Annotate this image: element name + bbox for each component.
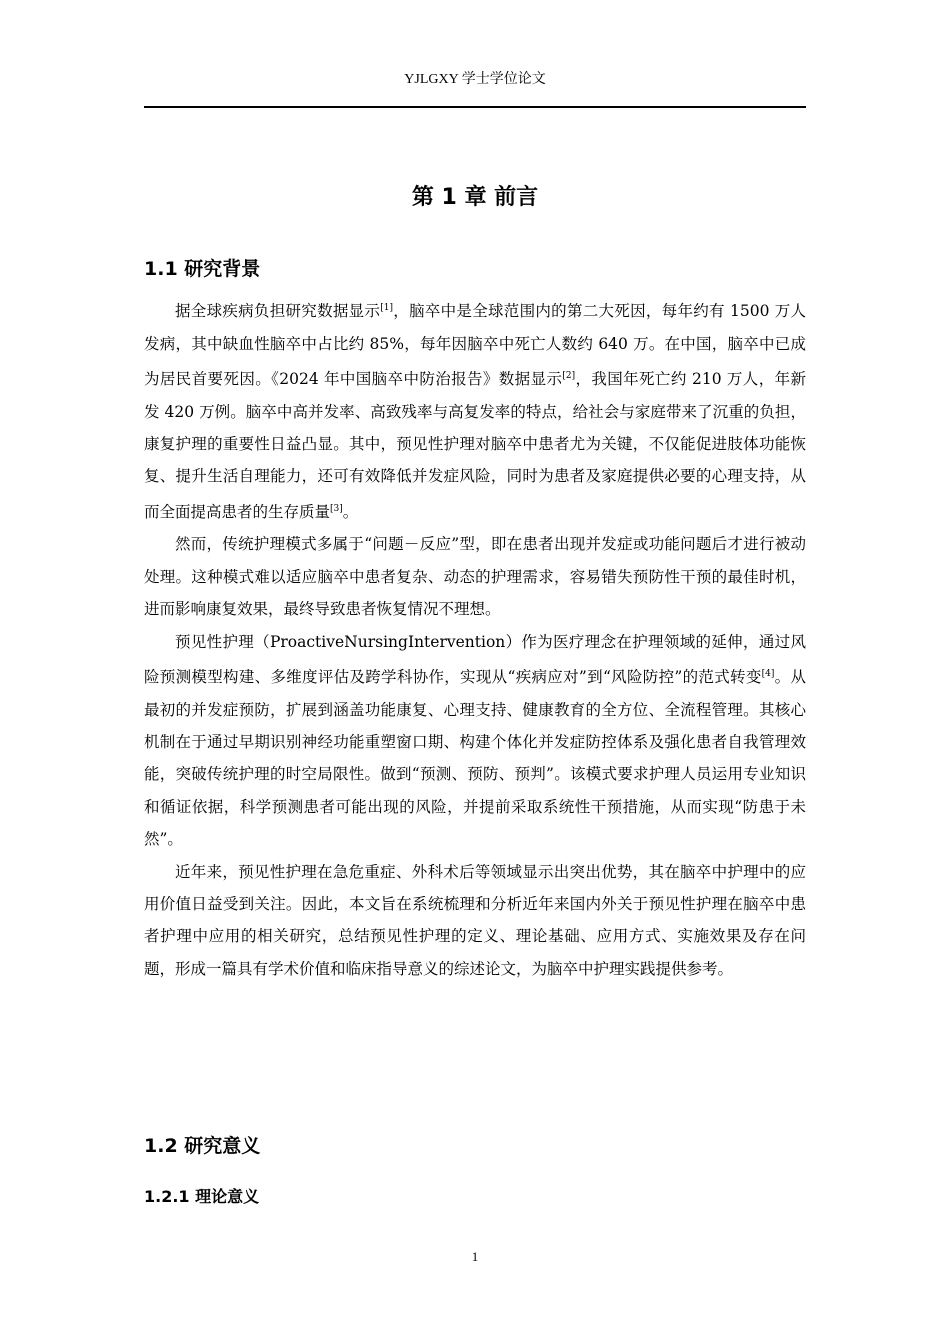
paragraph: 近年来，预见性护理在急危重症、外科术后等领域显示出突出优势，其在脑卒中护理中的应用价值日益受到关注。因此，本文旨在系统梳理和分析近年来国内外关于预见性护理在脑卒中患者护理中应用的相关研究，总结预见性护理的定义、理论基础、应用方式、实施效果及存在问题，形成一篇具有学术价值和临床指导意义的综述论文，为脑卒中护理实践提供参考。 — [144, 862, 806, 978]
header-rule — [144, 106, 806, 108]
section-heading-background: 1.1 研究背景 — [144, 258, 261, 280]
citation-marker: [3] — [330, 503, 343, 514]
subsection-heading-theory: 1.2.1 理论意义 — [144, 1187, 260, 1206]
citation-marker: [4] — [761, 668, 775, 679]
paragraph: 然而，传统护理模式多属于“问题－反应”型，即在患者出现并发症或功能问题后才进行被动处理。这种模式难以适应脑卒中患者复杂、动态的护理需求，容易错失预防性干预的最佳时机，进而影响康复效果，最终导致患者恢复情况不理想。 — [144, 535, 806, 619]
section-heading-significance: 1.2 研究意义 — [144, 1135, 261, 1157]
chapter-title: 第 1 章 前言 — [411, 185, 539, 210]
citation-marker: [1] — [380, 303, 393, 313]
section-body — [144, 292, 806, 985]
page-number: 1 — [471, 1249, 479, 1264]
paragraph: 预见性护理（ProactiveNursingIntervention）作为医疗理念在护理领域的延伸，通过风险预测模型构建、多维度评估及跨学科协作，实现从“疾病应对”到“风险防控”的范式转变[4]。从最初的并发症预防，扩展到涵盖功能康复、心理支持、健康教育的全方位、全流程管理。其核心机制在于通过早期识别神经功能重塑窗口期、构建个体化并发症防控体系及强化患者自我管理效能，突破传统护理的时空局限性。做到“预测、预防、预判”。该模式要求护理人员运用专业知识和循证依据，科学预测患者可能出现的风险，并提前采取系统性干预措施，从而实现“防患于未然”。 — [144, 632, 806, 849]
citation-marker: [2] — [562, 370, 576, 381]
running-header: YJLGXY 学士学位论文 — [404, 72, 546, 87]
paragraph: 据全球疾病负担研究数据显示[1]，脑卒中是全球范围内的第二大死因，每年约有 1500 万人发病，其中缺血性脑卒中占比约 85%，每年因脑卒中死亡人数约 640 万。在中国，脑卒中已成为居民首要死因。《2024 年中国脑卒中防治报告》数据显示[2]，我国年死亡约 210 万人，年新发 420 万例。脑卒中高并发率、高致残率与高复发率的特点，给社会与家庭带来了沉重的负担，康复护理的重要性日益凸显。其中，预见性护理对脑卒中患者尤为关键，不仅能促进肢体功能恢复、提升生活自理能力，还可有效降低并发症风险，同时为患者及家庭提供必要的心理支持，从而全面提高患者的生存质量[3]。 — [144, 302, 806, 521]
